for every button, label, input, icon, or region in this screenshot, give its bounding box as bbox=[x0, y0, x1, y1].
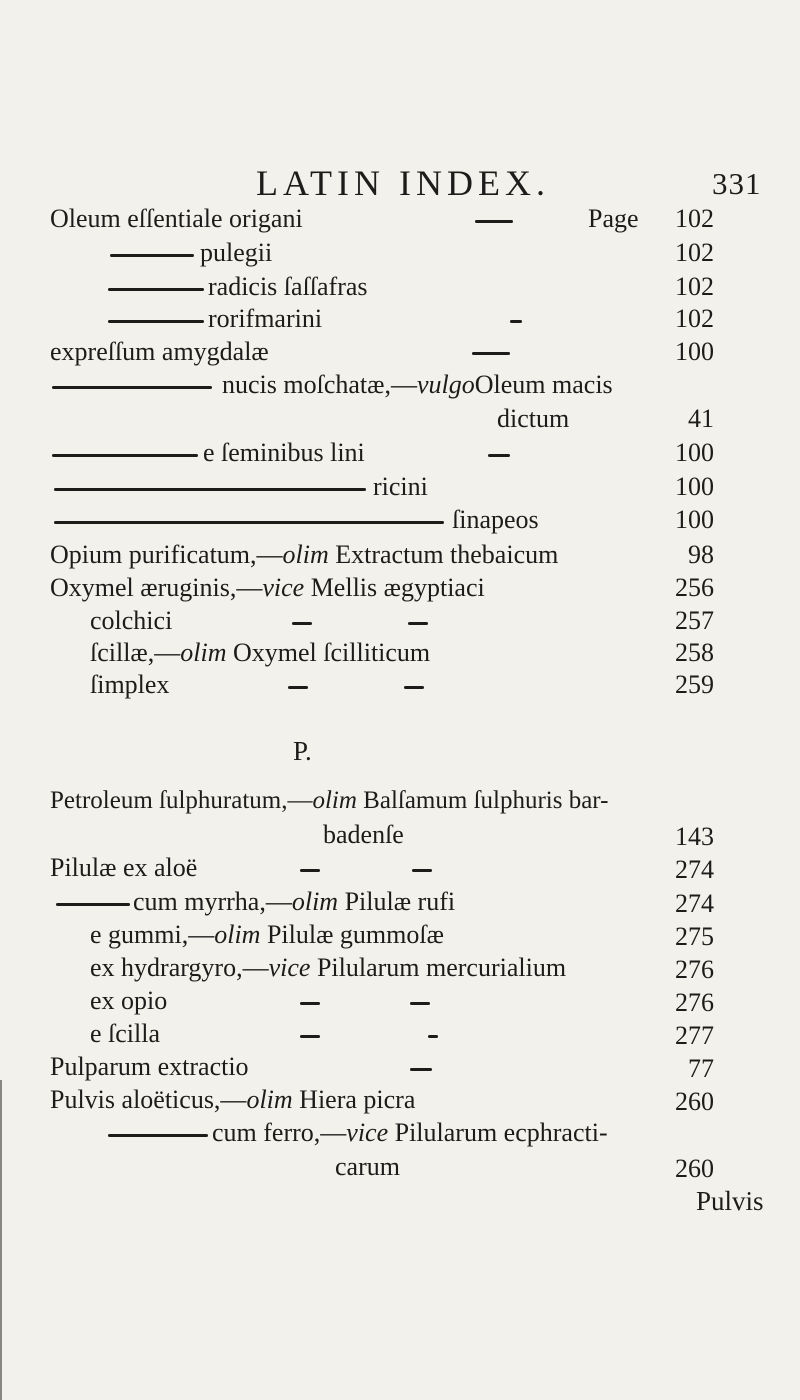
entry-term: ex opio bbox=[90, 986, 168, 1015]
entry-page: 100 bbox=[675, 438, 714, 467]
ditto-dash bbox=[108, 1134, 208, 1137]
entry-term: Pulvis aloëticus,—olim Hiera picra bbox=[50, 1085, 416, 1114]
ditto-dash bbox=[52, 454, 198, 457]
entry-page: 257 bbox=[675, 606, 714, 635]
entry-term: carum bbox=[335, 1152, 400, 1181]
entry-page: 143 bbox=[675, 822, 714, 851]
entry-term: Pulparum extractio bbox=[50, 1052, 249, 1081]
entry-page: 275 bbox=[675, 922, 714, 951]
entry-term: ſcillæ,—olim Oxymel ſcilliticum bbox=[90, 638, 431, 667]
leader-dash bbox=[488, 454, 510, 457]
entry-page: 256 bbox=[675, 573, 714, 602]
entry-term: pulegii bbox=[200, 238, 273, 267]
leader-dash bbox=[288, 686, 308, 689]
leader-dash bbox=[472, 352, 510, 355]
ditto-dash bbox=[110, 254, 194, 257]
entry-term: Oxymel æruginis,—vice Mellis ægyptiaci bbox=[50, 573, 485, 602]
ditto-dash bbox=[56, 903, 130, 906]
entry-page: 98 bbox=[688, 540, 714, 569]
entry-term: ſimplex bbox=[90, 670, 170, 699]
entry-term: rorifmarini bbox=[208, 304, 323, 333]
ditto-dash bbox=[54, 488, 366, 491]
entry-term: dictum bbox=[497, 404, 570, 433]
leader-dash bbox=[410, 1068, 432, 1071]
leader-dash bbox=[475, 220, 513, 223]
entry-term: Petroleum ſulphuratum,—olim Balſamum ſulphuris bar- bbox=[50, 787, 609, 814]
entry-term: e ſcilla bbox=[90, 1019, 161, 1048]
entry-page: 276 bbox=[675, 988, 714, 1017]
gutter-edge bbox=[0, 1080, 2, 1400]
leader-dash bbox=[408, 622, 428, 625]
entry-page: 260 bbox=[675, 1087, 714, 1116]
entry-page: 274 bbox=[675, 889, 714, 918]
entry-page: 276 bbox=[675, 955, 714, 984]
entry-term: cum ferro,—vice Pilularum ecphracti- bbox=[212, 1118, 608, 1147]
entry-term: radicis ſaſſafras bbox=[208, 272, 368, 301]
entry-page: 277 bbox=[675, 1021, 714, 1050]
entry-term: Opium purificatum,—olim Extractum thebaicum bbox=[50, 540, 559, 569]
entry-page: 258 bbox=[675, 638, 714, 667]
entry-page: 260 bbox=[675, 1154, 714, 1183]
entry-term: Pilulæ ex aloë bbox=[50, 853, 198, 882]
entry-page: 102 bbox=[675, 238, 714, 267]
entry-page: 102 bbox=[675, 272, 714, 301]
ditto-dash bbox=[108, 288, 204, 291]
entry-term: Oleum eſſentiale origani bbox=[50, 204, 303, 233]
page-label: Page bbox=[588, 204, 639, 233]
entry-page: 274 bbox=[675, 855, 714, 884]
leader-dash bbox=[510, 320, 522, 323]
entry-page: 259 bbox=[675, 670, 714, 699]
entry-term: ex hydrargyro,—vice Pilularum mercurialium bbox=[90, 953, 567, 982]
entry-term: e gummi,—olim Pilulæ gummoſæ bbox=[90, 920, 444, 949]
entry-page: 102 bbox=[675, 204, 714, 233]
leader-dash bbox=[300, 1035, 320, 1038]
ditto-dash bbox=[108, 320, 204, 323]
leader-dash bbox=[292, 622, 312, 625]
entry-term: nucis moſchatæ,—vulgoOleum macis bbox=[222, 370, 613, 399]
entry-term: cum myrrha,—olim Pilulæ rufi bbox=[133, 887, 456, 916]
entry-page: 77 bbox=[688, 1054, 714, 1083]
leader-dash bbox=[410, 1002, 430, 1005]
entry-term: expreſſum amygdalæ bbox=[50, 337, 269, 366]
entry-term: colchici bbox=[90, 606, 173, 635]
entry-page: 100 bbox=[675, 337, 714, 366]
entry-page: 100 bbox=[675, 505, 714, 534]
entry-term: ricini bbox=[373, 472, 428, 501]
entry-term: e ſeminibus lini bbox=[203, 438, 365, 467]
catchword: Pulvis bbox=[696, 1186, 764, 1216]
leader-dash bbox=[300, 869, 320, 872]
entry-term: badenſe bbox=[323, 820, 404, 849]
leader-dash bbox=[300, 1002, 320, 1005]
entry-page: 102 bbox=[675, 304, 714, 333]
leader-dash bbox=[412, 869, 432, 872]
leader-dash bbox=[404, 686, 424, 689]
entry-term: ſinapeos bbox=[452, 505, 539, 534]
section-letter: P. bbox=[293, 736, 312, 766]
running-head-title: LATIN INDEX. bbox=[256, 163, 550, 203]
page-number: 331 bbox=[712, 166, 762, 201]
ditto-dash bbox=[54, 521, 444, 524]
entry-page: 41 bbox=[688, 404, 714, 433]
leader-dash bbox=[428, 1035, 438, 1038]
entry-page: 100 bbox=[675, 472, 714, 501]
ditto-dash bbox=[52, 386, 212, 389]
